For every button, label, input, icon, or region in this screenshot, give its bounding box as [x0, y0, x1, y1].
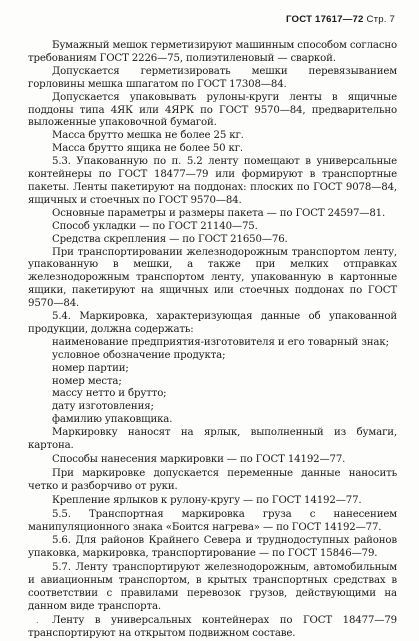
- paragraph: 5.7. Ленту транспортируют железнодорожным, автомобильным и авиационным транспортом, в крытых транспортных средствах в соответствии с правилами перевозок грузов, действующими на данном виде транспорта.: [28, 562, 397, 612]
- page-number: Стр. 7: [366, 14, 395, 25]
- list-item: фамилию упаковщика.: [52, 414, 173, 426]
- paragraph: При транспортировании железнодорожным транспортом ленту, упакованную в мешки, а также при мелких отправках железнодорожным транспортом ленту, упакованную в картонные ящики, пакетируют на ящичных или стоечных поддонах по ГОСТ 9570—84.: [28, 246, 397, 310]
- list-item: дату изготовления;: [52, 401, 154, 413]
- paragraph: Допускается герметизировать мешки перевязыванием горловины мешка шпагатом по ГОСТ 17308—84.: [28, 65, 397, 90]
- footer-mark: .: [36, 616, 39, 625]
- paragraph: Масса брутто мешка не более 25 кг.: [52, 130, 244, 142]
- paragraph: Способ укладки — по ГОСТ 21140—75.: [52, 220, 258, 232]
- paragraph: 5.3. Упакованную по п. 5.2 ленту помещают в универсальные контейнеры по ГОСТ 18477—79 или формируют в транспортные пакеты. Ленты пакетируют на поддонах: плоских по ГОСТ 9078—84, ящичных и стоечных по ГОСТ 9570—84.: [28, 156, 397, 206]
- list-item: массу нетто и брутто;: [52, 388, 167, 400]
- paragraph: Маркировку наносят на ярлык, выполненный из бумаги, картона.: [28, 427, 397, 452]
- list-item: условное обозначение продукта;: [52, 349, 226, 361]
- paragraph: Ленту в универсальных контейнерах по ГОСТ 18477—79 транспортируют на открытом подвижном составе.: [28, 614, 397, 639]
- paragraph: Основные параметры и размеры пакета — по ГОСТ 24597—81.: [52, 207, 386, 219]
- standard-code: ГОСТ 17617—72: [286, 14, 364, 25]
- paragraph: При маркировке допускается переменные данные наносить четко и разборчиво от руки.: [28, 467, 397, 492]
- paragraph: 5.5. Транспортная маркировка груза с нанесением манипуляционного знака «Боится нагрева» — по ГОСТ 14192—77.: [28, 508, 397, 533]
- list-item: номер партии;: [52, 362, 129, 374]
- paragraph: 5.6. Для районов Крайнего Севера и труднодоступных районов упаковка, маркировка, транспортирование — по ГОСТ 15846—79.: [28, 535, 397, 560]
- paragraph: Способы нанесения маркировки — по ГОСТ 14192—77.: [52, 454, 346, 465]
- document-body: [28, 40, 397, 641]
- paragraph: Допускается упаковывать рулоны-круги ленты в ящичные поддоны типа 4ЯК или 4ЯРК по ГОСТ 9570—84, предварительно выложенные упаковочной бумагой.: [28, 91, 397, 129]
- paragraph: 5.4. Маркировка, характеризующая данные об упакованной продукции, должна содержать:: [28, 311, 397, 335]
- paragraph: Средства скрепления — по ГОСТ 21650—76.: [52, 233, 288, 245]
- list-item: наименование предприятия-изготовителя и его товарный знак;: [52, 336, 389, 348]
- list-item: номер места;: [52, 375, 122, 387]
- paragraph: Бумажный мешок герметизируют машинным способом согласно требованиям ГОСТ 2226—75, полиэтиленовый — сваркой.: [28, 40, 397, 64]
- paragraph: Масса брутто ящика не более 50 кг.: [52, 143, 244, 155]
- paragraph: Крепление ярлыков к рулону-кругу — по ГОСТ 14192—77.: [52, 494, 362, 506]
- page-header: [286, 14, 395, 25]
